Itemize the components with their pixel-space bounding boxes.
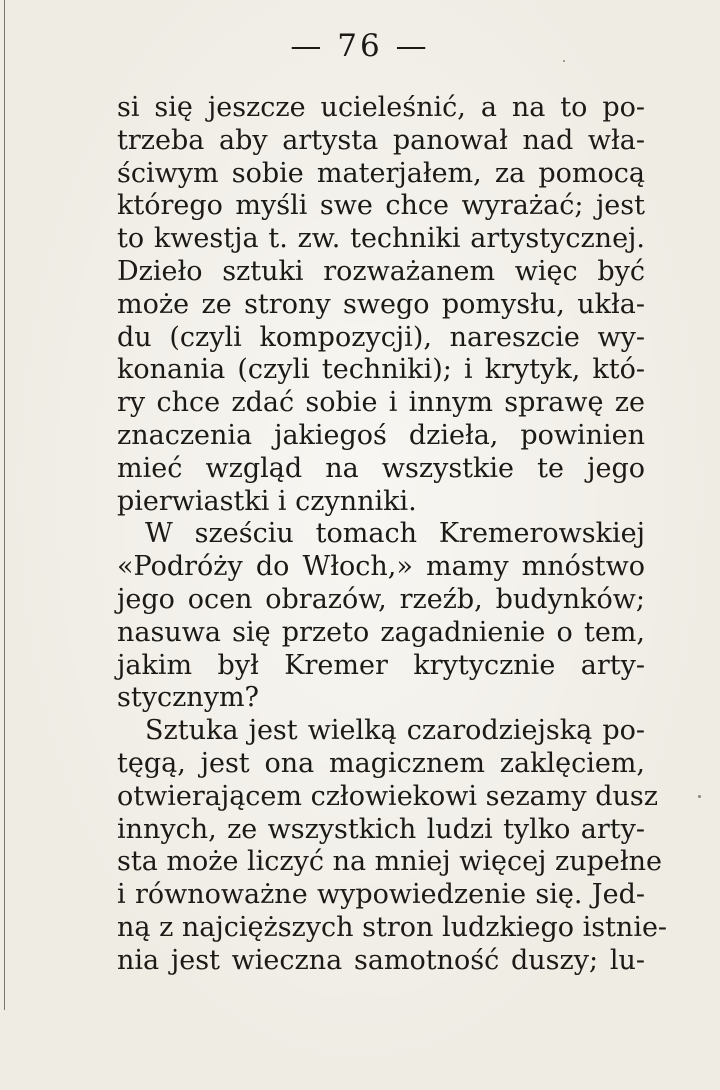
- text-line: Sztuka jest wielką czarodziejską po-: [145, 715, 645, 747]
- text-line: nasuwa się przeto zagadnienie o tem,: [117, 616, 645, 648]
- text-line: to kwestja t. zw. techniki artystycznej.: [117, 223, 645, 255]
- text-line: du (czyli kompozycji), nareszcie wy-: [117, 321, 645, 353]
- text-line: ną z najcięższych stron ludzkiego istnie-: [117, 911, 668, 943]
- text-line: Dzieło sztuki rozważanem więc być: [117, 255, 645, 287]
- text-line: stycznym?: [117, 682, 260, 714]
- text-line: «Podróży do Włoch,» mamy mnóstwo: [117, 551, 645, 583]
- text-line: si się jeszcze ucieleśnić, a na to po-: [117, 92, 645, 123]
- text-line: tęgą, jest ona magicznem zaklęciem,: [117, 747, 645, 779]
- text-line: mieć wzgląd na wszystkie te jego: [117, 452, 645, 484]
- text-line: może ze strony swego pomysłu, ukła-: [117, 288, 645, 320]
- paper-speck: [563, 60, 565, 62]
- text-line: ściwym sobie materjałem, za pomocą: [117, 157, 645, 189]
- page-number: — 76 —: [290, 28, 430, 64]
- text-line: konania (czyli techniki); i krytyk, któ-: [117, 354, 645, 386]
- text-line: jakim był Kremer krytycznie arty-: [117, 649, 645, 681]
- text-line: innych, ze wszystkich ludzi tylko arty-: [117, 813, 645, 845]
- text-line: pierwiastki i czynniki.: [117, 485, 417, 517]
- paper-speck: [698, 795, 701, 798]
- text-line: sta może liczyć na mniej więcej zupełne: [117, 846, 663, 878]
- text-line: trzeba aby artysta panował nad wła-: [117, 124, 645, 156]
- text-line: którego myśli swe chce wyrażać; jest: [117, 190, 645, 222]
- body-text: [117, 92, 668, 978]
- text-line: i równoważne wypowiedzenie się. Jed-: [117, 879, 645, 911]
- text-line: ry chce zdać sobie i innym sprawę ze: [117, 387, 645, 419]
- text-line: otwierającem człowiekowi sezamy dusz: [117, 780, 658, 812]
- text-line: znaczenia jakiegoś dzieła, powinien: [117, 419, 645, 451]
- text-line: W sześciu tomach Kremerowskiej: [145, 518, 645, 550]
- text-line: nia jest wieczna samotność duszy; lu-: [117, 944, 645, 976]
- page-edge-line: [4, 0, 5, 1010]
- text-line: jego ocen obrazów, rzeźb, budynków;: [117, 583, 645, 615]
